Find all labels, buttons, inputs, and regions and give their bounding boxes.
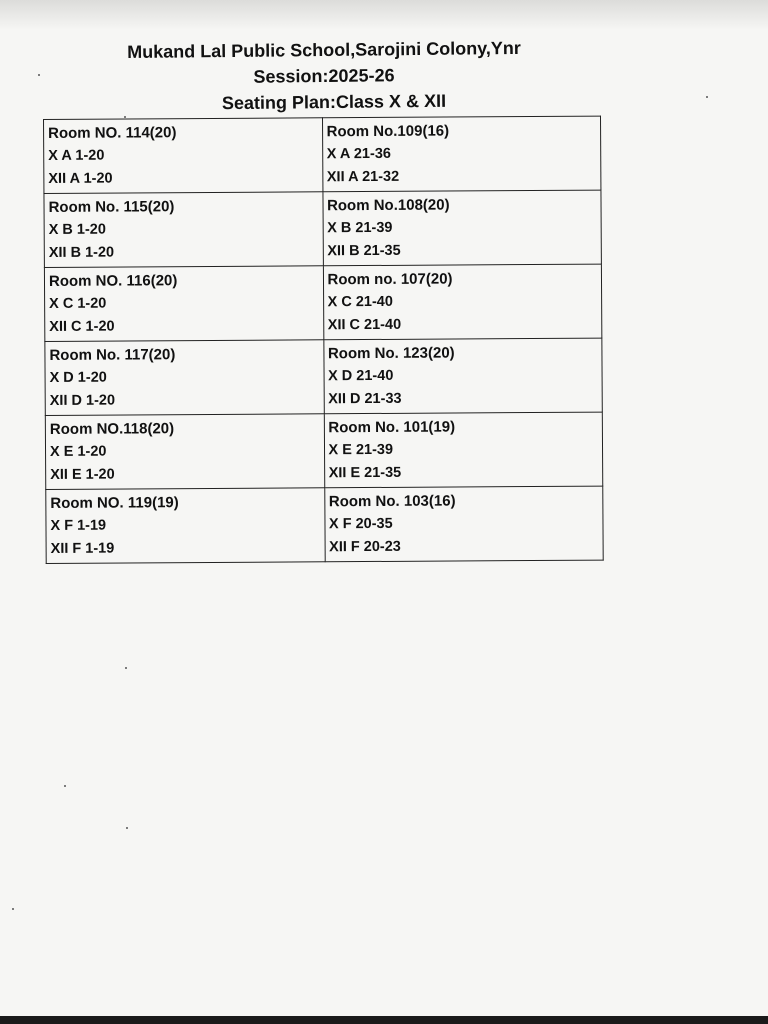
room-number: Room No. 103(16): [328, 492, 456, 511]
page-top-shadow: [0, 0, 768, 30]
paper-speck: [64, 785, 66, 787]
class-xii-range: XII A 1-20: [48, 170, 113, 187]
room-cell: [44, 192, 323, 268]
table-row: [45, 338, 602, 415]
class-x-range: X C 21-40: [327, 293, 393, 311]
room-number: Room No. 115(20): [48, 198, 175, 216]
room-number: Room No. 101(19): [328, 418, 456, 437]
room-number: Room No.108(20): [326, 196, 450, 215]
room-number: Room NO. 116(20): [48, 272, 178, 290]
class-xii-range: XII B 21-35: [327, 242, 401, 260]
class-x-range: X E 21-39: [328, 441, 394, 459]
paper-speck: [38, 74, 40, 76]
class-x-range: X B 21-39: [327, 219, 393, 237]
class-x-range: X D 1-20: [49, 369, 107, 386]
room-number: Room no. 107(20): [327, 270, 453, 289]
paper-speck: [126, 827, 128, 829]
school-name-heading: Mukand Lal Public School,Sarojini Colony,Ynr: [127, 37, 521, 63]
room-number: Room No.109(16): [326, 122, 450, 141]
table-row: [45, 412, 602, 489]
room-number: Room NO. 114(20): [48, 124, 177, 142]
class-x-range: X F 1-19: [50, 517, 107, 534]
class-x-range: X E 1-20: [49, 443, 107, 460]
room-number: Room NO.118(20): [49, 420, 175, 438]
class-xii-range: XII A 21-32: [326, 168, 400, 186]
table-row: [44, 264, 601, 341]
table-row: [44, 190, 601, 267]
seating-plan-table: [43, 116, 604, 564]
room-cell: [322, 116, 601, 192]
class-xii-range: XII D 21-33: [328, 390, 402, 408]
paper-speck: [125, 667, 127, 669]
seating-plan-heading: Seating Plan:Class X & XII: [221, 90, 447, 114]
session-heading: Session:2025-26: [253, 65, 395, 87]
paper-speck: [706, 96, 708, 98]
class-x-range: X C 1-20: [49, 295, 107, 312]
room-number: Room NO. 119(19): [50, 494, 179, 512]
room-cell: [45, 340, 324, 416]
room-cell: [323, 264, 602, 340]
room-cell: [322, 190, 601, 266]
room-number: Room No. 117(20): [49, 346, 176, 364]
room-cell: [323, 338, 602, 414]
room-cell: [44, 266, 323, 342]
room-cell: [44, 118, 323, 194]
class-xii-range: XII C 21-40: [327, 316, 402, 334]
table-row: [44, 116, 601, 193]
class-xii-range: XII F 20-23: [329, 538, 401, 556]
class-xii-range: XII D 1-20: [49, 392, 116, 409]
class-xii-range: XII C 1-20: [49, 318, 115, 335]
table-row: [46, 486, 603, 563]
room-cell: [46, 488, 325, 564]
class-xii-range: XII E 1-20: [50, 466, 115, 483]
room-cell: [324, 486, 603, 562]
class-xii-range: XII B 1-20: [48, 244, 115, 261]
class-xii-range: XII E 21-35: [328, 464, 402, 482]
room-cell: [324, 412, 603, 488]
class-x-range: X F 20-35: [328, 515, 393, 533]
class-x-range: X B 1-20: [48, 221, 106, 238]
class-x-range: X A 1-20: [48, 147, 105, 164]
scan-bottom-edge: [0, 1016, 768, 1024]
room-cell: [45, 414, 324, 490]
paper-speck: [12, 908, 14, 910]
class-x-range: X A 21-36: [326, 145, 391, 163]
class-xii-range: XII F 1-19: [50, 540, 115, 557]
room-number: Room No. 123(20): [327, 344, 455, 363]
class-x-range: X D 21-40: [328, 367, 394, 385]
paper-speck: [124, 116, 126, 118]
